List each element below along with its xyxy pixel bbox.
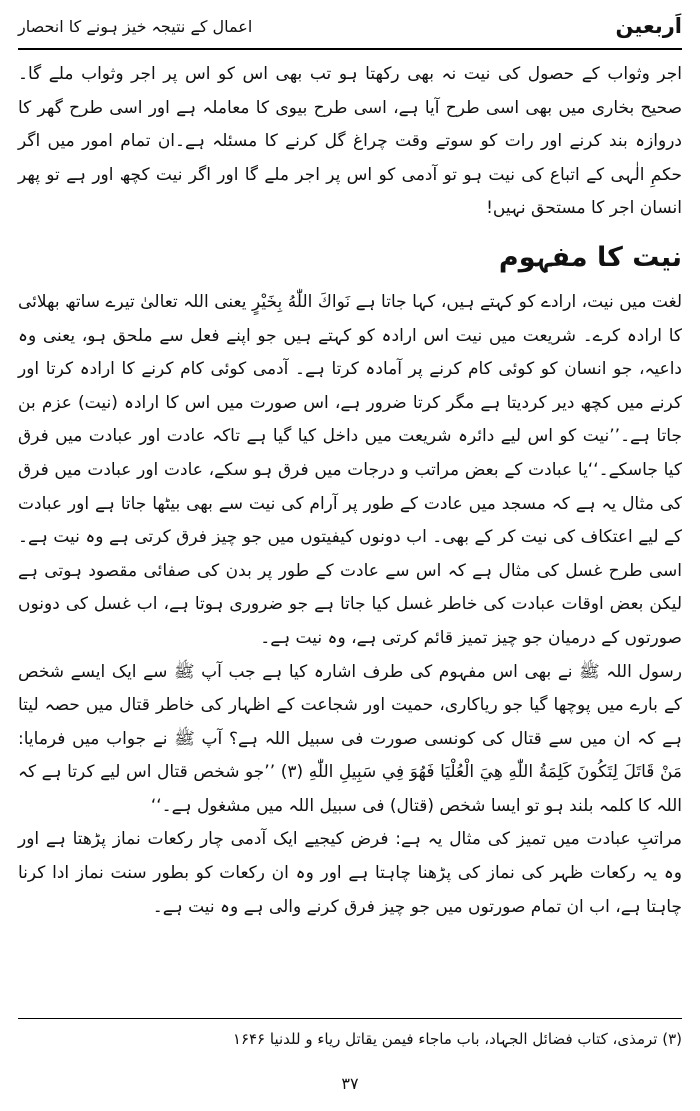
footnote-rule	[18, 1018, 682, 1019]
section-heading: نیت کا مفہوم	[498, 241, 682, 273]
chapter-title: اعمال کے نتیجہ خیز ہونے کا انحصار	[18, 16, 253, 36]
paragraph-1: اجر وثواب کے حصول کی نیت نہ بھی رکھتا ہو تب بھی اس کو اس پر اجر وثواب ملے گا۔صحیح بخاری میں بھی اسی طرح آیا ہے، اسی طرح بیوی کا معاملہ ہے اور اسی طرح گھر کا دروازہ بند کرنے اور رات کو سوتے وقت چراغ گل کرنے کا مسئلہ ہے۔ان تمام امور میں اگر حکمِ الٰہی کے اتباع کی نیت ہو تو آدمی کو اس پر اجر ملے گا اور اگر نیت کچھ اور ہے تو پھر انسان اجر کا مستحق نہیں!	[18, 64, 682, 219]
book-title: اَربعین	[615, 14, 682, 38]
footnote: (۳) ترمذی، کتاب فضائل الجہاد، باب ماجاء فیمن یقاتل ریاء و للدنیا ۱۶۴۶	[232, 1030, 682, 1048]
paragraph-3: رسول اللہ ﷺ نے بھی اس مفہوم کی طرف اشارہ کیا ہے جب آپ ﷺ سے ایک ایسے شخص کے بارے میں پوچھا گیا جو ریاکاری، حمیت اور شجاعت کے اظہار کی خاطر قتال میں حصہ لیتا ہے کہ ان میں سے قتال کی کونسی صورت فی سبیل اللہ ہے؟ آپ ﷺ نے جواب میں فرمایا: مَنْ قَاتَلَ لِتَكُونَ كَلِمَةُ اللّٰهِ هِيَ الْعُلْيَا فَهُوَ فِي سَبِيلِ اللّٰهِ (۳) ’’جو شخص قتال اس لیے کرتا ہے کہ اللہ کا کلمہ بلند ہو تو ایسا شخص (قتال) فی سبیل اللہ میں مشغول ہے۔‘‘	[18, 661, 683, 816]
header-rule	[18, 48, 682, 50]
main-text	[18, 58, 682, 924]
page-number: ۳۷	[341, 1074, 359, 1093]
running-header	[18, 10, 682, 42]
paragraph-2: لغت میں نیت، ارادے کو کہتے ہیں، کہا جاتا ہے نَواكَ اللّٰهُ بِخَيْرٍ یعنی اللہ تعالیٰ تیرے ساتھ بھلائی کا ارادہ کرے۔ شریعت میں نیت اس ارادہ کو کہتے ہیں جو اپنے فعل سے ملحق ہو، یعنی وہ داعیہ، جو انسان کو کوئی کام کرنے پر آمادہ کرتا ہے۔ آدمی کوئی کام کرنے کا ارادہ کرتا اور کرنے میں کچھ دیر کردیتا ہے مگر کرتا ضرور ہے، اس صورت میں اس کا ارادہ (نیت) عزم بن جاتا ہے۔’’نیت کو اس لیے دائرہ شریعت میں داخل کیا گیا ہے تاکہ عادت اور عبادت میں فرق کیا جاسکے۔‘‘یا عبادت کے بعض مراتب و درجات میں فرق ہو سکے، عادت اور عبادت میں فرق کی مثال یہ ہے کہ مسجد میں عادت کے طور پر آرام کی نیت سے بھی بیٹھا جاتا ہے اور عبادت کے لیے اعتکاف کی نیت کر کے بھی۔ اب دونوں کیفیتوں میں جو چیز فرق کرتی ہے وہ نیت ہے۔ اسی طرح غسل کی مثال ہے کہ اس سے عادت کے طور پر بدن کی صفائی مقصود ہوتی ہے لیکن بعض اوقات عبادت کی خاطر غسل کیا جاتا ہے جو ضروری ہوتا ہے، اب غسل کی دونوں صورتوں کے درمیان جو چیز تمیز قائم کرتی ہے، وہ نیت ہے۔	[18, 291, 682, 648]
paragraph-4: مراتبِ عبادت میں تمیز کی مثال یہ ہے: فرض کیجیے ایک آدمی چار رکعات نماز پڑھتا ہے اور وہ یہ رکعات ظہر کی نماز کی پڑھنا چاہتا ہے اور وہ ان رکعات کو بطور سنت نماز ادا کرنا چاہتا ہے، اب ان تمام صورتوں میں جو چیز فرق کرنے والی ہے وہ نیت ہے۔	[18, 829, 682, 917]
